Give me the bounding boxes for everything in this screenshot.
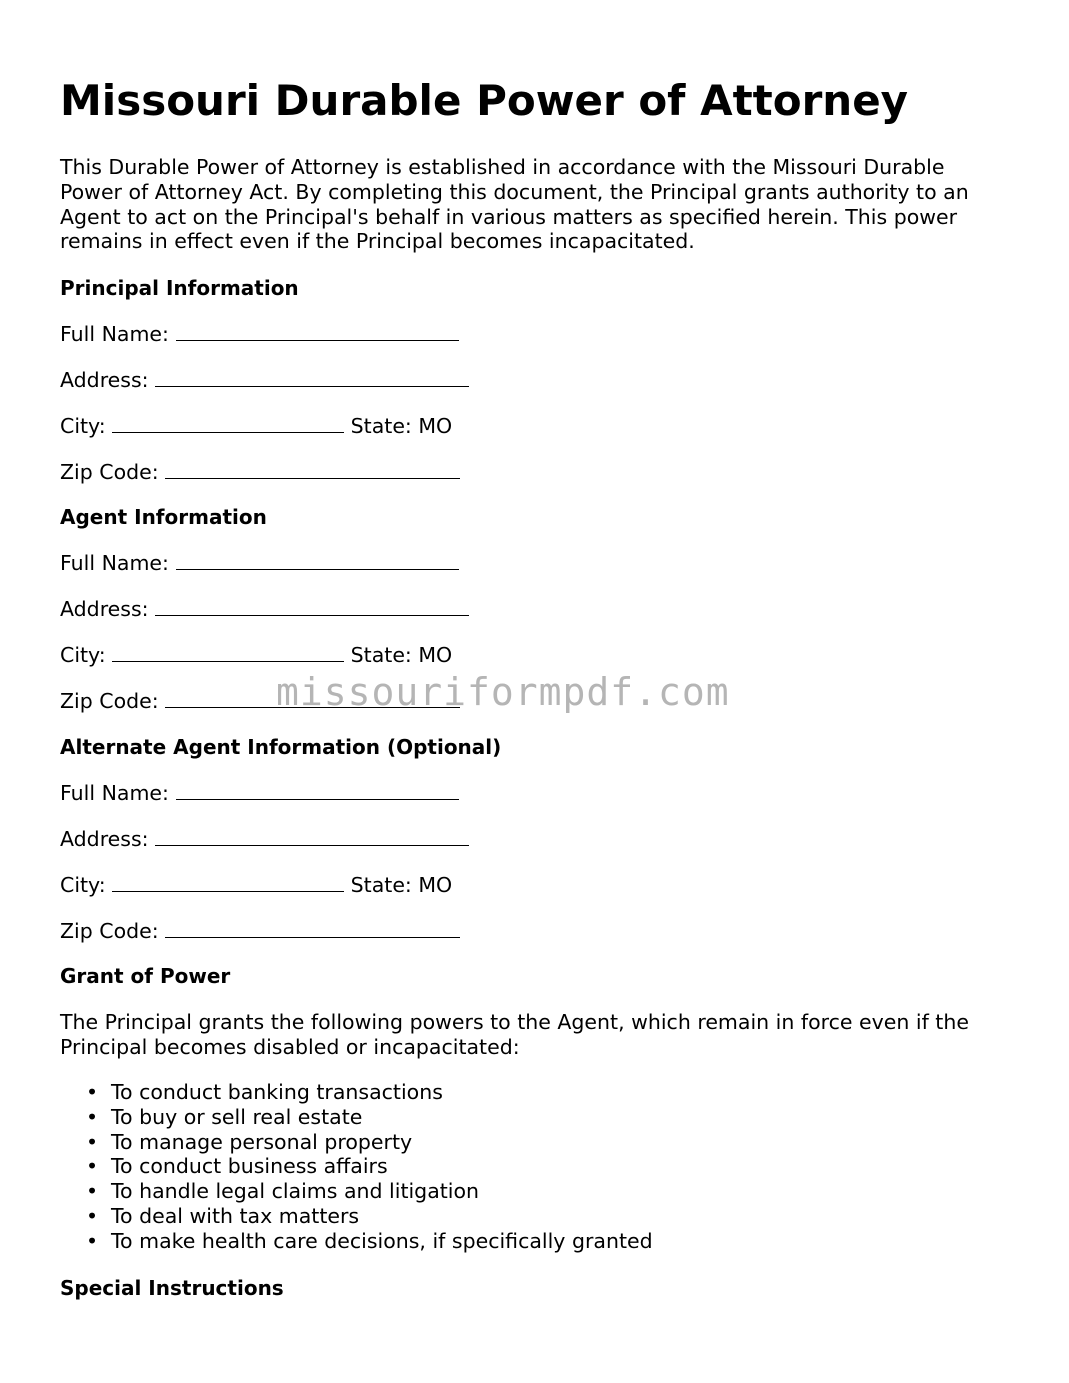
document-title: Missouri Durable Power of Attorney <box>60 76 909 125</box>
powers-list <box>60 1080 653 1254</box>
principal-full-name-field[interactable]: Full Name: <box>60 322 459 346</box>
principal-city-blank[interactable] <box>112 416 344 433</box>
principal-address-field[interactable]: Address: <box>60 368 469 392</box>
agent-zip-field[interactable]: Zip Code: <box>60 689 460 713</box>
special-instructions-heading: Special Instructions <box>60 1276 284 1300</box>
alternate-address-field[interactable]: Address: <box>60 827 469 851</box>
agent-full-name-blank[interactable] <box>176 553 459 570</box>
list-item: • To conduct banking transactions <box>111 1080 653 1105</box>
agent-city-field[interactable]: City: State: MO <box>60 643 453 667</box>
agent-full-name-field[interactable]: Full Name: <box>60 551 459 575</box>
agent-address-blank[interactable] <box>155 599 469 616</box>
alternate-full-name-blank[interactable] <box>176 783 459 800</box>
principal-state: State: MO <box>350 414 453 438</box>
grant-heading: Grant of Power <box>60 964 231 988</box>
list-item: • To buy or sell real estate <box>111 1105 653 1130</box>
list-item: • To deal with tax matters <box>111 1204 653 1229</box>
agent-address-field[interactable]: Address: <box>60 597 469 621</box>
principal-zip-blank[interactable] <box>165 462 460 479</box>
principal-address-blank[interactable] <box>155 370 469 387</box>
alternate-zip-blank[interactable] <box>165 921 460 938</box>
agent-state: State: MO <box>350 643 453 667</box>
alternate-city-blank[interactable] <box>112 875 344 892</box>
list-item: • To conduct business affairs <box>111 1154 653 1179</box>
alternate-agent-heading: Alternate Agent Information (Optional) <box>60 735 502 759</box>
grant-paragraph: The Principal grants the following powers to the Agent, which remain in force even if the Principal becomes disabled or incapacitated: <box>60 1010 969 1059</box>
principal-heading: Principal Information <box>60 276 299 300</box>
alternate-full-name-field[interactable]: Full Name: <box>60 781 459 805</box>
agent-heading: Agent Information <box>60 505 267 529</box>
watermark: missouriformpdf.com <box>276 670 730 714</box>
principal-city-field[interactable]: City: State: MO <box>60 414 453 438</box>
principal-zip-field[interactable]: Zip Code: <box>60 460 460 484</box>
list-item: • To handle legal claims and litigation <box>111 1179 653 1204</box>
intro-paragraph: This Durable Power of Attorney is established in accordance with the Missouri Durable Power of Attorney Act. By completing this document, the Principal grants authority to an Agent to act on the Principal's behalf in various matters as specified herein. This power remains in effect even if the Principal becomes incapacitated. <box>60 155 969 254</box>
alternate-city-field[interactable]: City: State: MO <box>60 873 453 897</box>
list-item: • To make health care decisions, if specifically granted <box>111 1229 653 1254</box>
alternate-zip-field[interactable]: Zip Code: <box>60 919 460 943</box>
list-item: • To manage personal property <box>111 1130 653 1155</box>
agent-city-blank[interactable] <box>112 645 344 662</box>
alternate-address-blank[interactable] <box>155 829 469 846</box>
principal-full-name-blank[interactable] <box>176 324 459 341</box>
alternate-state: State: MO <box>350 873 453 897</box>
